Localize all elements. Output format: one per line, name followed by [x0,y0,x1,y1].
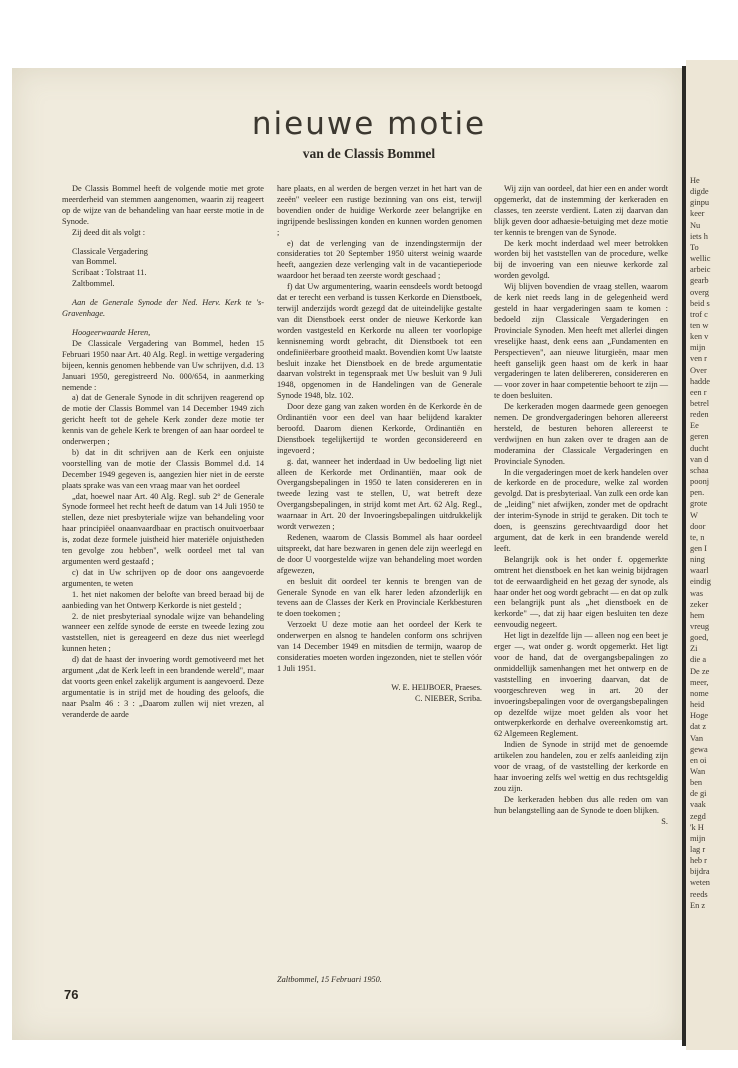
next-page-fragment: eindig [690,577,711,587]
next-page-fragment: mijn [690,343,706,353]
next-page-fragment: van d [690,454,709,464]
paragraph: Verzoekt U deze motie aan het oordeel der Kerk te onderwerpen en alsnog te handelen conform ons schrijven van 14 December 1949 en mitsdien de termijn, waarop de consideraties moeten worden ingezonden, niet te stellen vóór 1 Juli 1951. [277,620,482,673]
next-page-fragment: Over [690,365,707,375]
paragraph: en besluit dit oordeel ter kennis te brengen van de Generale Synode en van elk harer leden afzonderlijk en tevens aan de Classes der Kerk en Provinciale Kerkbesturen te doen toekomen ; [277,576,482,619]
next-page-fragment: een r [690,387,707,397]
paragraph: Wij zijn van oordeel, dat hier een en ander wordt opgemerkt, dat de instemming der kerkeraden en classes, ten zeerste verdient. Laten zij daarvan dan blijk geven door adhaesie-betuiging met deze motie ter kennis te brengen van de Synode. [494,184,668,237]
next-page-fragment: geren [690,432,709,442]
paragraph: De kerk mocht inderdaad wel meer betrokken worden bij het vaststellen van de procedure, welke bij de invoering van een nieuwe kerkorde zal worden gevolgd. [494,238,668,281]
next-page-fragment: ken v [690,332,709,342]
signature-scriba: C. NIEBER, Scriba. [414,693,482,703]
next-page-fragment: 'k H [690,822,704,832]
next-page-fragment: dat z [690,722,707,732]
next-page-fragment: zegd [690,811,706,821]
next-page-fragment: de gi [690,789,707,799]
paragraph: 1. het niet nakomen der belofte van breed beraad bij de aanbieding van het Ontwerp Kerkorde is niet gesteld ; [62,589,264,610]
salutation: Hoogeerwaarde Heren, [72,327,151,337]
next-page-fragment: vreug [690,622,710,631]
next-page-fragment: reden [690,410,709,420]
paragraph: f) dat Uw argumentering, waarin eensdeels wordt betoogd dat er terecht een verband is tussen Kerkorde en Dienstboek, terwijl anderzijds wordt gezegd dat de uiteindelijke gestalte van dit Dienstboek eerst onder de nieuwe Kerkorde kan worden vastgesteld en Kerkorde nu alleen ter voorlopige kennisneming wordt gebracht, dit Dienstboek tot een ondefiniëerbare grootheid maakt. Bovendien komt Uw laatste besluit inzake het Dienstboek en de brede argumentatie daarvan volstrekt in tegenspraak met Uw besluit van 9 Juli 1948, opgenomen in de Handelingen van de Generale Synode 1948, blz. 102. [277,282,482,401]
paragraph: Indien de Synode in strijd met de genoemde artikelen zou handelen, zou er zelfs aanleiding zijn voor de vraag, of de vaststelling der kerkorde en haar invoering zelfs wel wettig en dus rechtsgeldig zou zijn. [494,740,668,793]
paragraph: c) dat in Uw schrijven op de door ons aangevoerde argumenten, te weten [62,567,264,588]
next-page-fragment: Ee [690,421,699,431]
next-page-fragment: gewa [690,744,708,754]
next-page-fragment: digde [690,187,709,197]
next-page-fragment: ven r [690,354,707,364]
paragraph: g. dat, wanneer het inderdaad in Uw bedoeling ligt niet alleen de Kerkorde met Ordinantiën, maar ook de Overgangsbepalingen in 1950 te laten considereren en in tweede lezing vast te stellen, U, wat betreft deze Overgangsbepalingen, in strijd komt met Art. 62 Alg. Regl., waarnaar in Art. 20 der Invoeringsbepalingen uitdrukkelijk wordt verwezen ; [277,456,482,532]
next-page-fragment: en oi [690,755,707,765]
next-page-fragment: W [690,510,698,520]
paragraph: Zij deed dit als volgt : [72,227,146,237]
next-page-fragment: poonj [690,477,710,487]
next-page-fragment: zeker [690,599,709,609]
quote: „dat, hoewel naar Art. 40 Alg. Regl. sub 2° de Generale Synode formeel het recht heeft de datum van 14 Juli 1950 te stellen, deze niet presbyteriale wijze van behandeling voor haar principiëel onaanvaardbaar en practisch onuitvoerbaar is, zodat deze formele juistheid hier materiële onjuistheden ten gevolge zou hebben", welk oordeel met tal van argumenten werd gestaafd ; [62,491,264,566]
paragraph: e) dat de verlenging van de inzendingstermijn der consideraties tot 20 September 1950 uiterst weinig waarde heeft, aangezien deze verlenging valt in de vacantieperiode waardoor het beraad ten zeerste wordt geschaad ; [277,238,482,281]
paragraph: b) dat in dit schrijven aan de Kerk een onjuiste voorstelling van de motie der Classis Bommel d.d. 14 December 1949 gegeven is, aangezien hier niet in de eerste plaats sprake was van een vraag maar van het oordeel [62,447,264,490]
next-page-fragment: Hoge [690,711,709,721]
next-page-fragment: reeds [690,889,708,899]
paragraph: De kerkeraden mogen daarmede geen genoegen nemen. De grondvergaderingen behoren allereerst hersteld, de besturen behoren allereerst te verdwijnen en hun zaken over te dragen aan de moderamina der Classicale Vergaderingen en Provinciale Synoden. [494,402,668,466]
column-1 [62,184,264,721]
next-page-fragment: ducht [690,443,709,453]
paragraph: 2. de niet presbyteriaal synodale wijze van behandeling wanneer een zelfde synode de eerste en tweede lezing zou vaststellen, niet is gereageerd en deze dus niet weerlegd kunnen heten ; [62,611,264,654]
next-page-fragment: keer [690,209,705,219]
next-page-fragment: trof c [690,309,708,319]
article-subtitle: van de Classis Bommel [302,146,436,161]
author-initial: S. [661,816,668,826]
next-page-fragment: Van [690,733,704,743]
paragraph: Het ligt in dezelfde lijn — alleen nog een beet je erger —, wat onder g. wordt opgemerkt. Het ligt voor de hand, dat de overgangsbepalingen zo onmiddellijk samenhangen met het ontwerp en de vaststelling en invoering daarvan, dat de voorgeschreven weg in art. 20 der invoeringsbepalingen voor de overgangsbepalingen op dezelfde wijze moet gelden als voor het ontwerpkerkorde en derhalve overeenkomstig art. 62 Algemeen Reglement. [494,631,668,739]
next-page-fragment: ten w [690,320,709,330]
paragraph: d) dat de haast der invoering wordt gemotiveerd met het argument „dat de Kerk leeft in een brandende wereld", maar dat voorts geen enkel zakelijk argument is aangevoerd. Deze argumentatie is in strijd met de houding des geloofs, die naar Psalm 46 : 3 : „Daarom zullen wij niet vrezen, al veranderde de aarde [62,655,264,719]
next-page-fragment: lag r [690,845,706,854]
paragraph: hare plaats, en al werden de bergen verzet in het hart van de zeeën" veeleer een rustige bezinning van ons eist, terwijl bovendien onder de huidige Werkorde zeer belangrijke en ingrijpende beslissingen konden en kunnen worden genomen ; [277,184,482,237]
paragraph: In die vergaderingen moet de kerk handelen over de kerkorde en de procedure, welke zal worden gevolgd. Dat is presbyteriaal. Van zulk een orde kan de „leiding" niet afwijken, zonder met de opdracht der interim-Synode in strijd te geraken. Dit toch te doen, is geenszins gerechtvaardigd door het argument, dat de kerk in een brandende wereld leeft. [494,467,668,553]
address-line: van Bommel. [72,257,117,267]
next-page-fragment: bijdra [690,867,710,877]
paragraph: Wij blijven bovendien de vraag stellen, waarom de kerk niet reeds lang in de gelegenheid werd gesteld in haar vergaderingen saam te komen : bedoeld zijn Classicale Vergaderingen en Provinciale Synoden. Men heeft met allerlei dingen vreselijke haast, denk eens aan „Fundamenten en Perspectieven", aan nieuwe liturgieën, maar men heeft ganselijk geen haast om de kerk in haar vergaderingen te laten delibereren, considereren en — voor zover in haar competentie behoort te zijn — te doen besluiten. [494,282,668,401]
next-page-fragment: was [690,588,704,598]
page-number: 76 [64,987,79,1002]
next-page-fragment: En z [690,900,706,910]
paragraph: Door deze gang van zaken worden èn de Kerkorde èn de Ordinantiën voor een deel van haar belijdend karakter beroofd. Daarom dienen Kerkorde, Ordinantiën en Dienstboek tegelijkertijd te worden geconsidereerd en ingevoerd ; [277,402,482,455]
next-page-fragment: nome [690,688,709,698]
next-page-fragment: gen I [690,543,707,553]
next-page-fragment: ning [690,555,705,565]
next-page-fragment: meer, [690,677,709,687]
column-2 [277,184,482,705]
next-page-fragment: vaak [690,800,706,810]
next-page-fragment: waarl [690,566,709,576]
next-page-fragment: wellic [690,254,711,264]
next-page-fragment: beid s [690,298,710,308]
next-page-fragment: heid [690,700,705,710]
signature-praeses: W. E. HEIJBOER, Praeses. [391,682,482,692]
address-line: Zaltbommel. [72,279,115,289]
next-page-fragment: pen. [690,488,705,498]
next-page-fragment: He [690,176,700,185]
next-page-fragment: te, n [690,532,705,542]
next-page-fragment: grote [690,499,708,509]
next-page-fragment: goed, [690,633,709,643]
next-page-fragment: Nu [690,220,701,230]
next-page-fragment: ginpu [690,198,710,208]
next-page-fragment: mijn [690,833,706,843]
paragraph: Belangrijk ook is het onder f. opgemerkte omtrent het dienstboek en het kan weinig bijdragen tot de eerwaardigheid en het gezag der synode, als haar onder het oog wordt gebracht — en dat op zulk een belangrijk punt als „het dienstboek en de kerkorde" —, dat zij haar eigen besluiten ten deze eenvoudig negeert. [494,554,668,630]
next-page-fragment: overg [690,287,709,297]
next-page-fragment: die a [690,655,707,665]
paragraph: a) dat de Generale Synode in dit schrijven reagerend op de motie der Classis Bommel van 14 December 1949 zich gericht heeft tot de gehele Kerk zonder deze motie ter kennis van de gehele Kerk te brengen of aan haar oordeel te onderwerpen ; [62,393,264,447]
column-3 [494,184,668,827]
address-line: Scribaat : Tolstraat 11. [72,268,147,278]
closing-date: Zaltbommel, 15 Februari 1950. [277,975,382,984]
next-page-fragment: schaa [690,465,709,475]
next-page-fragment: gearb [690,276,709,286]
address-line: Classicale Vergadering [72,246,148,256]
next-page-fragment: heb r [690,856,707,866]
next-page-fragment: To [690,242,699,252]
paragraph: De Classicale Vergadering van Bommel, heden 15 Februari 1950 naar Art. 40 Alg. Regl. in wettige vergadering bijeen, kennis genomen hebbende van Uw schrijven, d.d. 13 Januari 1950, geregistreerd No. 000/654, in aanmerking nemende : [62,338,264,392]
next-page-fragment: Wan [690,766,706,776]
next-page-fragment: De ze [690,666,710,676]
paragraph: De Classis Bommel heeft de volgende motie met grote meerderheid van stemmen aangenomen, waarin zij reageert op de wijze van de behandeling van haar eerste motie in de Synode. [62,184,264,226]
paragraph: Redenen, waarom de Classis Bommel als haar oordeel uitspreekt, dat hare bezwaren in genen dele zijn weerlegd en de door U voorgestelde wijze van behandeling moet worden afgewezen, [277,533,482,575]
next-page-fragment: door [690,521,706,531]
next-page-fragment: arbeic [690,265,711,275]
next-page-fragment: Zi [690,644,698,654]
next-page-fragment: iets h [690,231,708,241]
next-page-fragment: hadde [690,376,710,386]
next-page-fragment: ben [690,778,703,788]
next-page-fragment: betrel [690,399,710,408]
next-page-fragment: weten [690,878,710,888]
next-page-edge [686,60,738,1050]
article-title: nieuwe motie [251,106,487,142]
addressee: Aan de Generale Synode der Ned. Herv. Kerk te 's-Gravenhage. [62,298,264,319]
next-page-fragment: hem [690,610,705,620]
paragraph: De kerkeraden hebben dus alle reden om van hun belangstelling aan de Synode te doen blijken. [494,794,668,815]
